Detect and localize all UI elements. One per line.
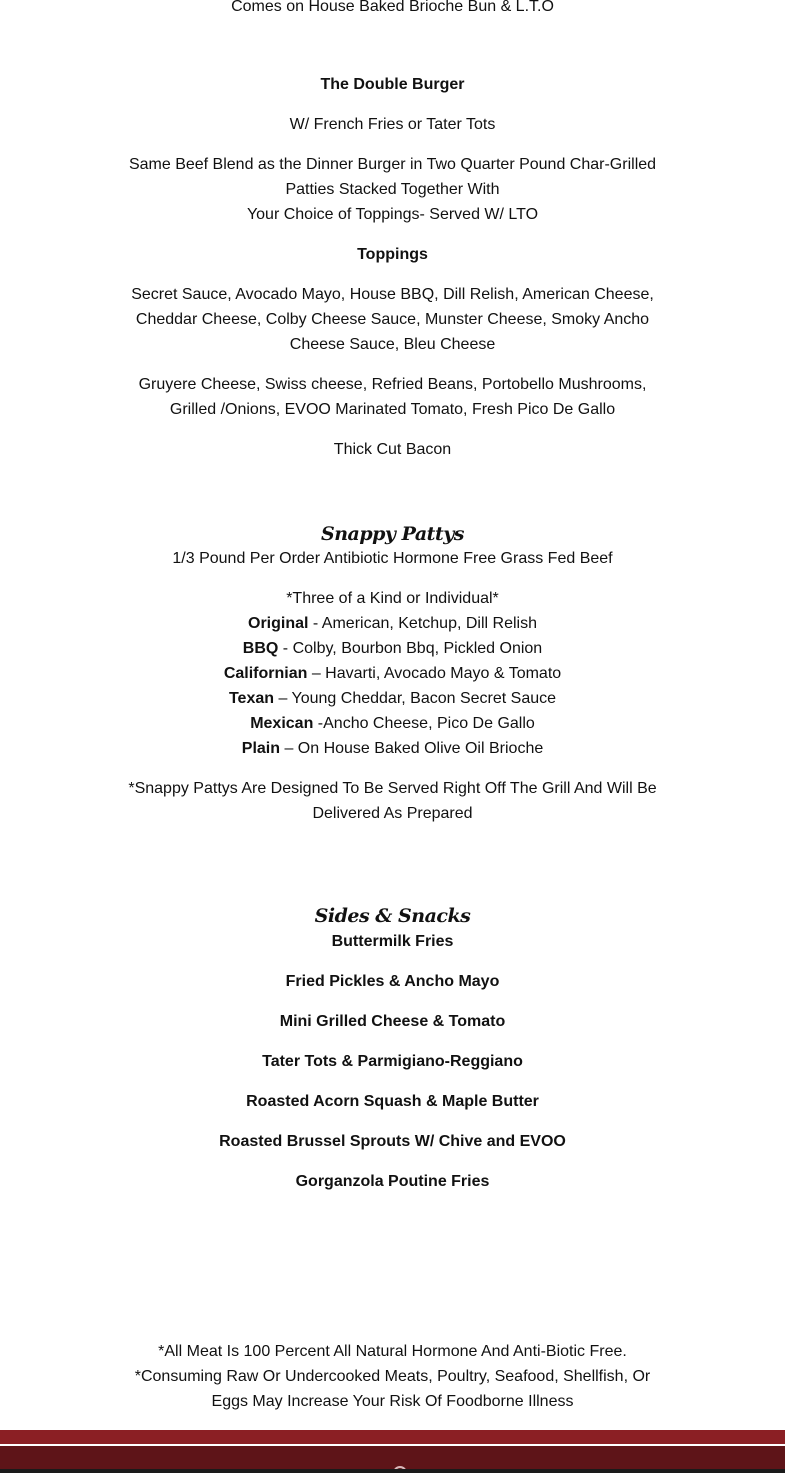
snappy-patty-item: [120, 736, 665, 761]
snappy-patty-name: BBQ: [242, 640, 279, 657]
snappy-patty-desc: - American, Ketchup, Dill Relish: [308, 615, 537, 632]
toppings-group-2: Gruyere Cheese, Swiss cheese, Refried Beans, Portobello Mushrooms, Grilled /Onions, EVOO Marinated Tomato, Fresh Pico De Gallo: [138, 376, 647, 418]
disclaimer-meat: *All Meat Is 100 Percent All Natural Hormone And Anti-Biotic Free.: [158, 1343, 627, 1360]
snappy-patty-name: Plain: [241, 740, 280, 757]
snappy-patty-name: Californian: [223, 665, 308, 682]
snappy-patty-name: Texan: [228, 690, 275, 707]
snappy-patty-desc: -Ancho Cheese, Pico De Gallo: [313, 715, 535, 732]
toppings-group-1: Secret Sauce, Avocado Mayo, House BBQ, Dill Relish, American Cheese, Cheddar Cheese, Colby Cheese Sauce, Munster Cheese, Smoky Ancho Cheese Sauce, Bleu Cheese: [131, 286, 654, 353]
brioche-note: Comes on House Baked Brioche Bun & L.T.O: [231, 0, 554, 15]
sides-title: Sides & Snacks: [314, 905, 471, 927]
snappy-patty-item: [120, 686, 665, 711]
snappy-patty-desc: – On House Baked Olive Oil Brioche: [280, 740, 544, 757]
double-burger-title: The Double Burger: [320, 76, 465, 93]
side-item: Gorganzola Poutine Fries: [295, 1173, 490, 1190]
double-burger-sides: W/ French Fries or Tater Tots: [289, 116, 496, 133]
snappy-patty-item: [120, 661, 665, 686]
snappy-patty-item: [120, 711, 665, 736]
side-item: Roasted Acorn Squash & Maple Butter: [246, 1093, 539, 1110]
snappy-patty-name: Mexican: [250, 715, 314, 732]
disclaimer-raw-food: *Consuming Raw Or Undercooked Meats, Poultry, Seafood, Shellfish, Or Eggs May Increase Your Risk Of Foodborne Illness: [134, 1368, 651, 1410]
toppings-group-3: Thick Cut Bacon: [333, 441, 452, 458]
double-burger-toppings-note: Your Choice of Toppings- Served W/ LTO: [246, 206, 539, 223]
snappy-pattys-choice: *Three of a Kind or Individual*: [286, 590, 499, 607]
snappy-patty-item: [120, 611, 665, 636]
snappy-pattys-subtitle: 1/3 Pound Per Order Antibiotic Hormone Free Grass Fed Beef: [172, 550, 613, 567]
snappy-patty-desc: – Havarti, Avocado Mayo & Tomato: [307, 665, 562, 682]
footer-bottom-edge: [0, 1469, 785, 1473]
footer-accent-bar: [0, 1430, 785, 1444]
snappy-pattys-title: Snappy Pattys: [321, 523, 464, 545]
side-item: Tater Tots & Parmigiano-Reggiano: [262, 1053, 523, 1070]
toppings-title: Toppings: [357, 246, 428, 263]
side-item: Mini Grilled Cheese & Tomato: [279, 1013, 506, 1030]
double-burger-description: Same Beef Blend as the Dinner Burger in Two Quarter Pound Char-Grilled Patties Stacked Together With: [128, 156, 657, 198]
snappy-patty-name: Original: [248, 615, 309, 632]
side-item: Buttermilk Fries: [331, 933, 454, 950]
snappy-patty-desc: – Young Cheddar, Bacon Secret Sauce: [274, 690, 557, 707]
side-item: Roasted Brussel Sprouts W/ Chive and EVOO: [219, 1133, 566, 1150]
snappy-patty-item: [120, 636, 665, 661]
snappy-pattys-note: *Snappy Pattys Are Designed To Be Served Right Off The Grill And Will Be Delivered As Prepared: [128, 780, 657, 822]
snappy-patty-desc: - Colby, Bourbon Bbq, Pickled Onion: [278, 640, 543, 657]
side-item: Fried Pickles & Ancho Mayo: [285, 973, 500, 990]
